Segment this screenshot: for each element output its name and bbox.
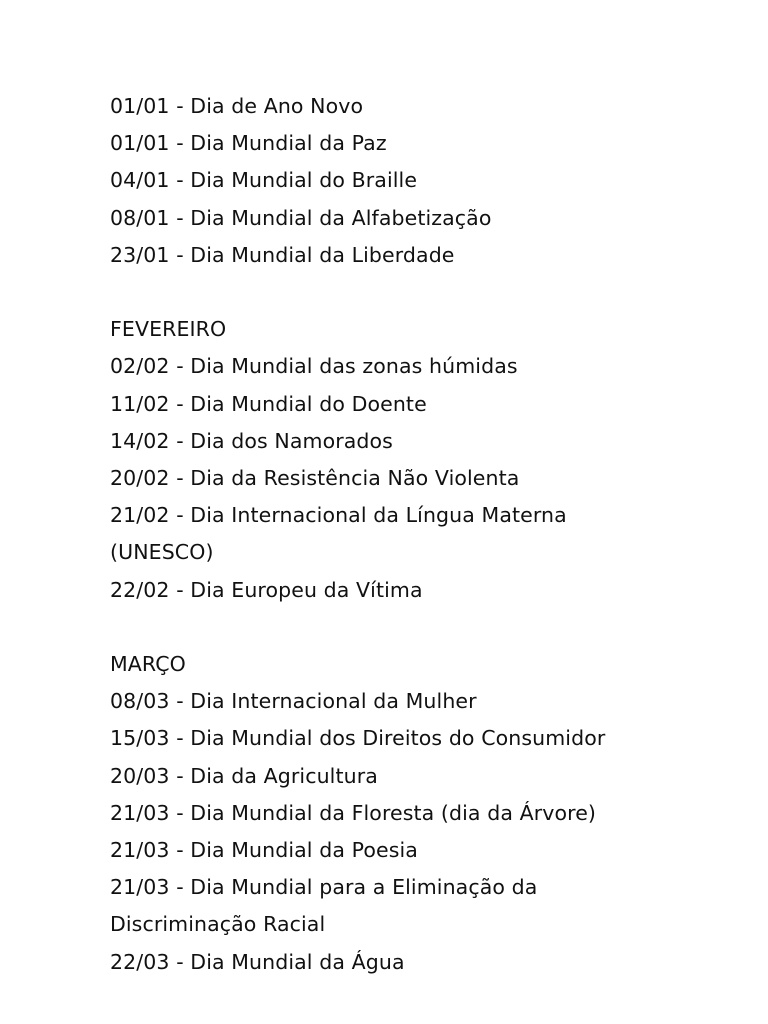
list-item: 08/03 - Dia Internacional da Mulher (110, 689, 477, 714)
list-item: 02/02 - Dia Mundial das zonas húmidas (110, 354, 518, 379)
list-item: 21/03 - Dia Mundial da Poesia (110, 838, 418, 863)
list-item: 15/03 - Dia Mundial dos Direitos do Consumidor (110, 726, 606, 751)
list-item: 08/01 - Dia Mundial da Alfabetização (110, 205, 492, 230)
section-fevereiro (110, 311, 730, 609)
list-item: 11/02 - Dia Mundial do Doente (110, 391, 427, 416)
section-marco (110, 646, 730, 981)
section-janeiro (110, 88, 730, 274)
list-item: 20/03 - Dia da Agricultura (110, 763, 378, 788)
list-item: 22/02 - Dia Europeu da Vítima (110, 577, 423, 602)
document-page (110, 88, 730, 981)
list-item: 04/01 - Dia Mundial do Braille (110, 168, 418, 193)
list-item: 01/01 - Dia de Ano Novo (110, 94, 364, 118)
list-item: 23/01 - Dia Mundial da Liberdade (110, 242, 455, 267)
list-item-continuation: (UNESCO) (110, 540, 214, 565)
list-item: 14/02 - Dia dos Namorados (110, 428, 393, 453)
list-item: 20/02 - Dia da Resistência Não Violenta (110, 466, 520, 491)
list-item: 01/01 - Dia Mundial da Paz (110, 131, 387, 156)
list-item: 21/03 - Dia Mundial para a Eliminação da (110, 875, 538, 900)
section-heading: FEVEREIRO (110, 317, 227, 342)
section-heading: MARÇO (110, 652, 186, 677)
list-item-continuation: Discriminação Racial (110, 912, 326, 937)
list-item: 22/03 - Dia Mundial da Água (110, 949, 405, 974)
list-item: 21/02 - Dia Internacional da Língua Materna (110, 503, 567, 528)
list-item: 21/03 - Dia Mundial da Floresta (dia da Árvore) (110, 800, 597, 825)
